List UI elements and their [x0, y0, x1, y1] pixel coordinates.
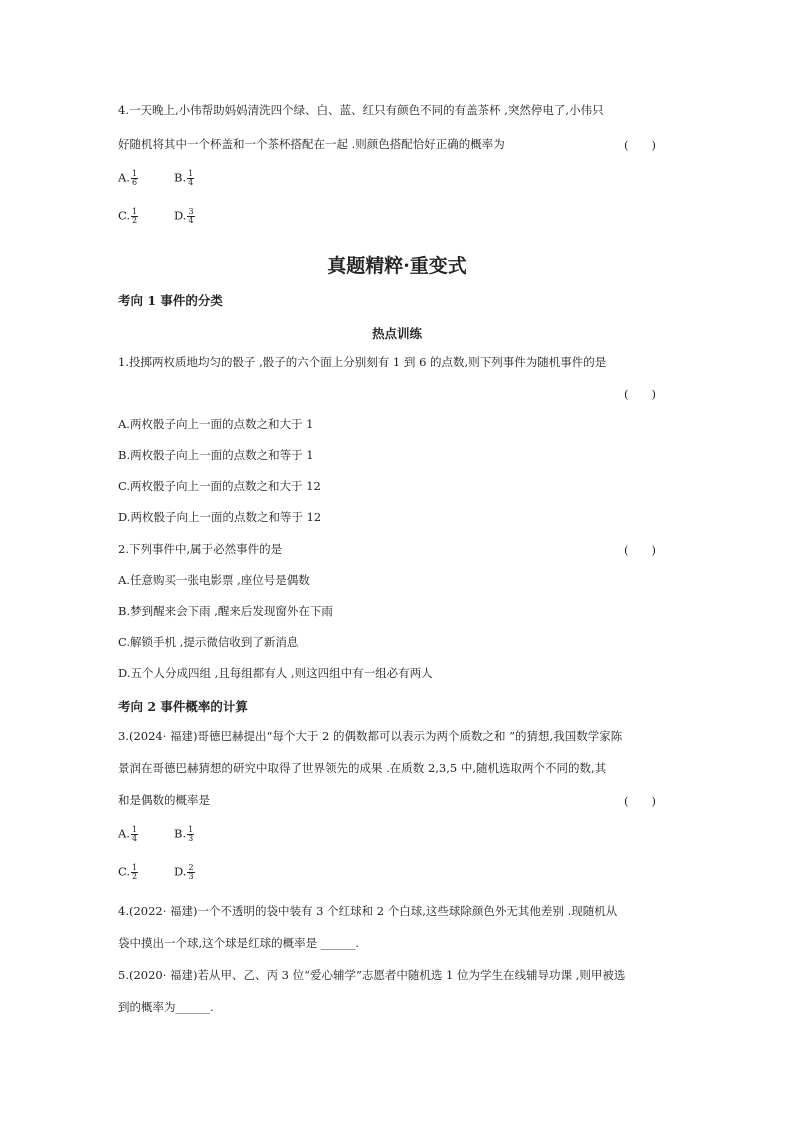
option-d: D.五个人分成四组 ,且每组都有人 ,则这四组中有一组必有两人 [118, 666, 433, 680]
option-c: C. $\frac{1}{2}$ [118, 207, 138, 225]
question-4-line-1: 4.(2022· 福建)一个不透明的袋中装有 3 个红球和 2 个白球,这些球除颜色外无其他差别 .现随机从 [118, 904, 618, 918]
fraction: $\frac{1}{2}$ [132, 207, 138, 225]
option-a: A.任意购买一张电影票 ,座位号是偶数 [118, 573, 310, 587]
fraction: $\frac{1}{2}$ [132, 863, 138, 881]
option-d: D. $\frac{2}{3}$ [174, 863, 194, 881]
option-row [118, 170, 230, 187]
question-4-line-2: 好随机将其中一个杯盖和一个茶杯搭配在一起 .则颜色搭配恰好正确的概率为 [118, 137, 505, 151]
fraction: $\frac{2}{3}$ [188, 863, 194, 881]
hot-training-subheading: 热点训练 [371, 326, 422, 341]
option-row [118, 864, 230, 881]
option-a: A.两枚骰子向上一面的点数之和大于 1 [118, 417, 314, 431]
option-row [118, 826, 230, 843]
option-a: A. $\frac{1}{4}$ [118, 825, 138, 843]
fraction: $\frac{3}{4}$ [188, 207, 194, 225]
option-b: B. $\frac{1}{4}$ [174, 169, 194, 187]
answer-parentheses: ( ) [624, 543, 656, 557]
answer-parentheses: ( ) [624, 138, 656, 152]
fraction: $\frac{1}{6}$ [131, 169, 138, 187]
question-5-line-2: 到的概率为______. [118, 1000, 214, 1014]
question-3-line-2: 景润在哥德巴赫猜想的研究中取得了世界领先的成果 .在质数 2,3,5 中,随机选取两个不同的数,其 [118, 761, 607, 775]
question-2-stem: 2.下列事件中,属于必然事件的是 [118, 542, 283, 556]
question-4-line-1: 4.一天晚上,小伟帮助妈妈清洗四个绿、白、蓝、红只有颜色不同的有盖茶杯 ,突然停电了,小伟只 [118, 103, 604, 117]
option-c: C. $\frac{1}{2}$ [118, 863, 138, 881]
topic-2-heading: 考向 2 事件概率的计算 [118, 699, 248, 714]
fraction: $\frac{1}{3}$ [188, 825, 194, 843]
option-c: C.解锁手机 ,提示微信收到了新消息 [118, 635, 299, 649]
answer-parentheses: ( ) [624, 794, 656, 808]
question-4-line-2: 袋中摸出一个球,这个球是红球的概率是 ______. [118, 936, 359, 950]
option-a: A. $\frac{1}{6}$ [118, 169, 138, 187]
question-1-stem: 1.投掷两枚质地均匀的骰子 ,骰子的六个面上分别刻有 1 到 6 的点数,则下列事件为随机事件的是 [118, 355, 607, 369]
topic-1-heading: 考向 1 事件的分类 [118, 293, 223, 308]
question-3-line-1: 3.(2024· 福建)哥德巴赫提出“每个大于 2 的偶数都可以表示为两个质数之和 ”的猜想,我国数学家陈 [118, 729, 623, 743]
option-b: B.两枚骰子向上一面的点数之和等于 1 [118, 448, 314, 462]
question-5-line-1: 5.(2020· 福建)若从甲、乙、丙 3 位“爱心辅学”志愿者中随机选 1 位为学生在线辅导功课 ,则甲被选 [118, 968, 626, 982]
option-d: D.两枚骰子向上一面的点数之和等于 12 [118, 510, 322, 524]
option-d: D. $\frac{3}{4}$ [174, 207, 194, 225]
option-row [118, 208, 230, 225]
fraction: $\frac{1}{4}$ [188, 169, 194, 187]
option-b: B. $\frac{1}{3}$ [174, 825, 194, 843]
option-c: C.两枚骰子向上一面的点数之和大于 12 [118, 479, 321, 493]
option-b: B.梦到醒来会下雨 ,醒来后发现窗外在下雨 [118, 604, 333, 618]
fraction: $\frac{1}{4}$ [131, 825, 138, 843]
question-3-line-3: 和是偶数的概率是 [118, 793, 210, 807]
answer-parentheses: ( ) [624, 387, 656, 401]
section-title: 真题精粹·重变式 [327, 255, 467, 277]
